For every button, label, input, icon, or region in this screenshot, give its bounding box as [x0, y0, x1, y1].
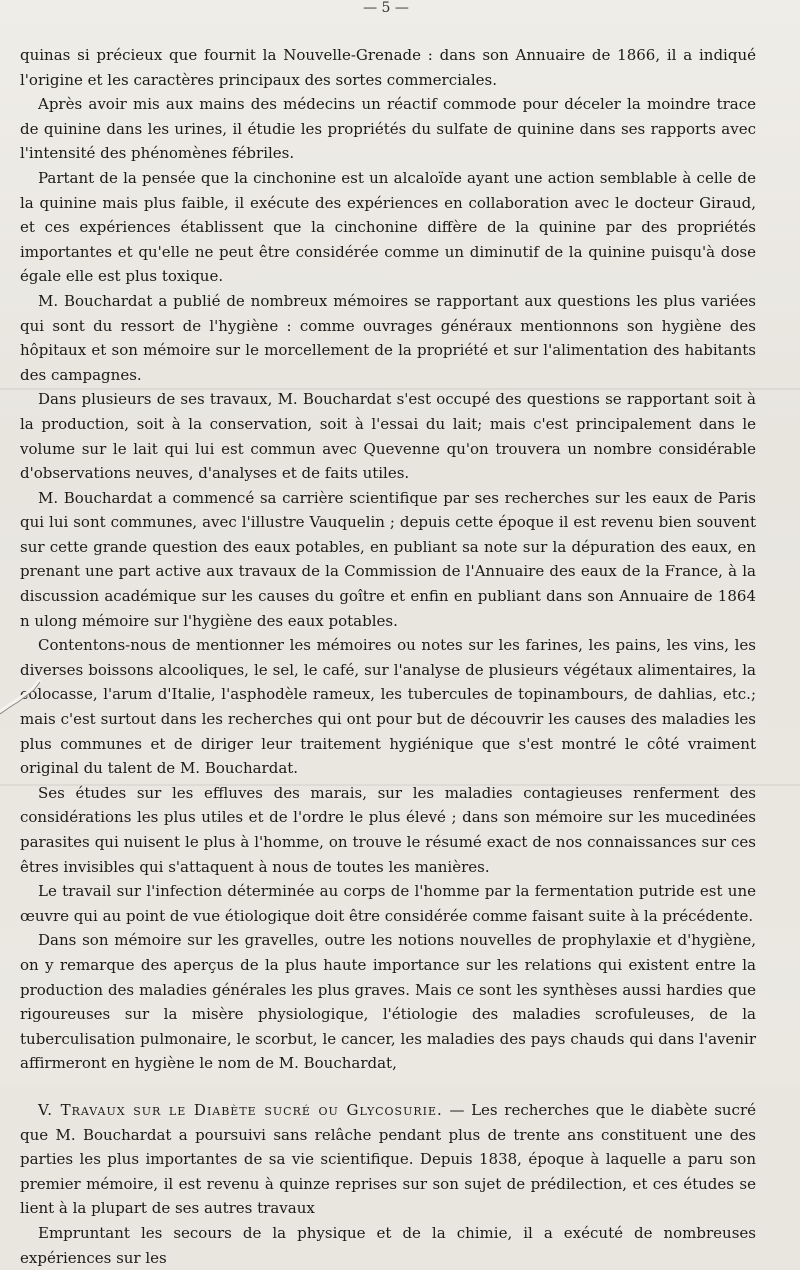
paragraph: M. Bouchardat a commencé sa carrière scientifique par ses recherches sur les eaux de Paris qui lui sont communes, avec l'illustre Vauquelin ; depuis cette époque il est revenu bien souvent sur cette grande question des eaux potables, en publiant sa note sur la dépuration des eaux, en prenant une part active aux travaux de la Commission de l'Annuaire des eaux de la France, à la discussion académique sur les causes du goître et enfin en publiant dans son Annuaire de 1864 n ulong mémoire sur l'hygiène des eaux potables. [20, 488, 756, 630]
paragraph: Ses études sur les effluves des marais, sur les maladies contagieuses renferment des considérations les plus utiles et de l'ordre le plus élevé ; dans son mémoire sur les mucedinées parasites qui nuisent le plus à l'homme, on trouve le résumé exact de nos connaissances sur ces êtres invisibles qui s'attaquent à nous de toutes les manières. [20, 783, 756, 876]
body-text [20, 43, 756, 1270]
paragraph: Empruntant les secours de la physique et de la chimie, il a exécuté de nombreuses expériences sur les [20, 1223, 756, 1267]
section-paragraph [20, 1098, 756, 1221]
paragraph: Après avoir mis aux mains des médecins un réactif commode pour déceler la moindre trace de quinine dans les urines, il étudie les propriétés du sulfate de quinine dans ses rapports avec l'intensité des phénomènes fébriles. [20, 95, 756, 163]
paragraph: Dans plusieurs de ses travaux, M. Bouchardat s'est occupé des questions se rapportant soit à la production, soit à la conservation, soit à l'essai du lait; mais c'est principalement dans le volume sur le lait qui lui est commun avec Quevenne qu'on trouvera un nombre considérable d'observations neuves, d'analyses et de faits utiles. [20, 390, 756, 483]
paragraph: Partant de la pensée que la cinchonine est un alcaloïde ayant une action semblable à celle de la quinine mais plus faible, il exécute des expériences en collaboration avec le docteur Giraud, et ces expériences établissent que la cinchonine diffère de la quinine par des propriétés importantes et qu'elle ne peut être considérée comme un diminutif de la quinine puisqu'à dose égale elle est plus toxique. [20, 168, 756, 286]
paper-tear-mark [0, 650, 80, 730]
paragraph: Dans son mémoire sur les gravelles, outre les notions nouvelles de prophylaxie et d'hygiène, on y remarque des aperçus de la plus haute importance sur les relations qui existent entre la production des maladies générales les plus graves. Mais ce sont les synthèses aussi hardies que rigoureuses sur la misère physiologique, l'étiologie des maladies scrofuleuses, de la tuberculisation pulmonaire, le scorbut, le cancer, les maladies des pays chauds qui dans l'avenir affirmeront en hygiène le nom de M. Bouchardat, [20, 931, 756, 1073]
section-text: — Les recherches que le diabète sucré que M. Bouchardat a poursuivi sans relâche pendant plus de trente ans constituent une des parties les plus importantes de sa vie scientifique. Depuis 1838, époque à laquelle a paru son premier mémoire, il est revenu à quinze reprises sur son sujet de prédilection, et ces études se lient à la plupart de ses autres travaux [20, 1100, 756, 1218]
page-number: — 5 — [363, 0, 409, 16]
paragraph: quinas si précieux que fournit la Nouvelle-Grenade : dans son Annuaire de 1866, il a indiqué l'origine et les caractères principaux des sortes commerciales. [20, 46, 756, 89]
section-title: V. Travaux sur le Diabète sucré ou Glycosurie. [38, 1100, 443, 1119]
paragraph: Le travail sur l'infection déterminée au corps de l'homme par la fermentation putride est une œuvre qui au point de vue étiologique doit être considérée comme faisant suite à la précédente. [20, 882, 756, 925]
paragraph: M. Bouchardat a publié de nombreux mémoires se rapportant aux questions les plus variées qui sont du ressort de l'hygiène : comme ouvrages généraux mentionnons son hygiène des hôpitaux et son mémoire sur le morcellement de la propriété et sur l'alimentation des habitants des campagnes. [20, 291, 756, 384]
paragraph: Contentons-nous de mentionner les mémoires ou notes sur les farines, les pains, les vins, les diverses boissons alcooliques, le sel, le café, sur l'analyse de plusieurs végétaux alimentaires, la colocasse, l'arum d'Italie, l'asphodèle rameux, les tubercules de topinambours, de dahlias, etc.; mais c'est surtout dans les recherches qui ont pour but de découvrir les causes des maladies les plus communes et de diriger leur traitement hygiénique que s'est montré le côté vraiment original du talent de M. Bouchardat. [20, 636, 756, 778]
